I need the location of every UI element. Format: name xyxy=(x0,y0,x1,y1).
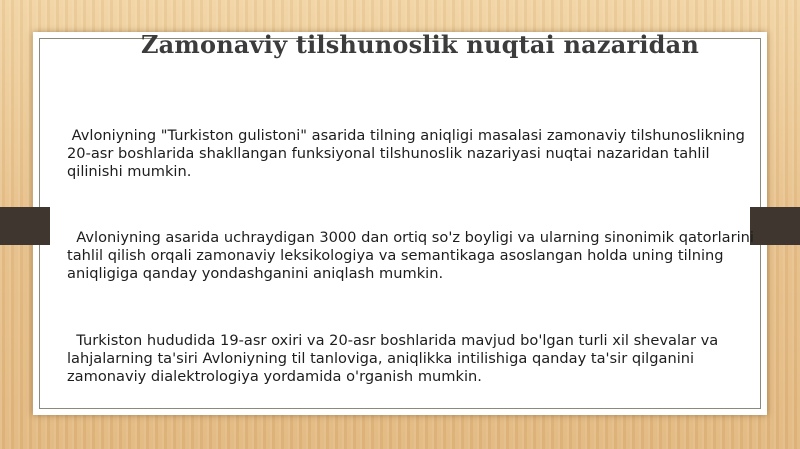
slide-title: Zamonaviy tilshunoslik nuqtai nazaridan xyxy=(140,30,700,59)
paragraph-2: Avloniyning asarida uchraydigan 3000 dan ortiq so'z boyligi va ularning sinonimik qatorlarini tahlil qilish orqali zamonaviy leksikologiya va semantikaga asoslangan holda uning tilning aniqligiga qanday yondashganini aniqlash mumkin. xyxy=(67,229,759,282)
paragraph-3: Turkiston hududida 19-asr oxiri va 20-asr boshlarida mavjud bo'lgan turli xil shevalar va lahjalarning ta'siri Avloniyning til tanloviga, aniqlikka intilishiga qanday ta'sir qilganini zamonaviy dialektrologiya yordamida o'rganish mumkin. xyxy=(67,332,723,385)
paragraph-1: Avloniyning "Turkiston gulistoni" asarida tilning aniqligi masalasi zamonaviy tilshunoslikning 20-asr boshlarida shakllangan funksiyonal tilshunoslik nazariyasi nuqtai nazaridan tahlil qilinishi mumkin. xyxy=(67,127,750,180)
left-side-tab xyxy=(0,207,50,245)
